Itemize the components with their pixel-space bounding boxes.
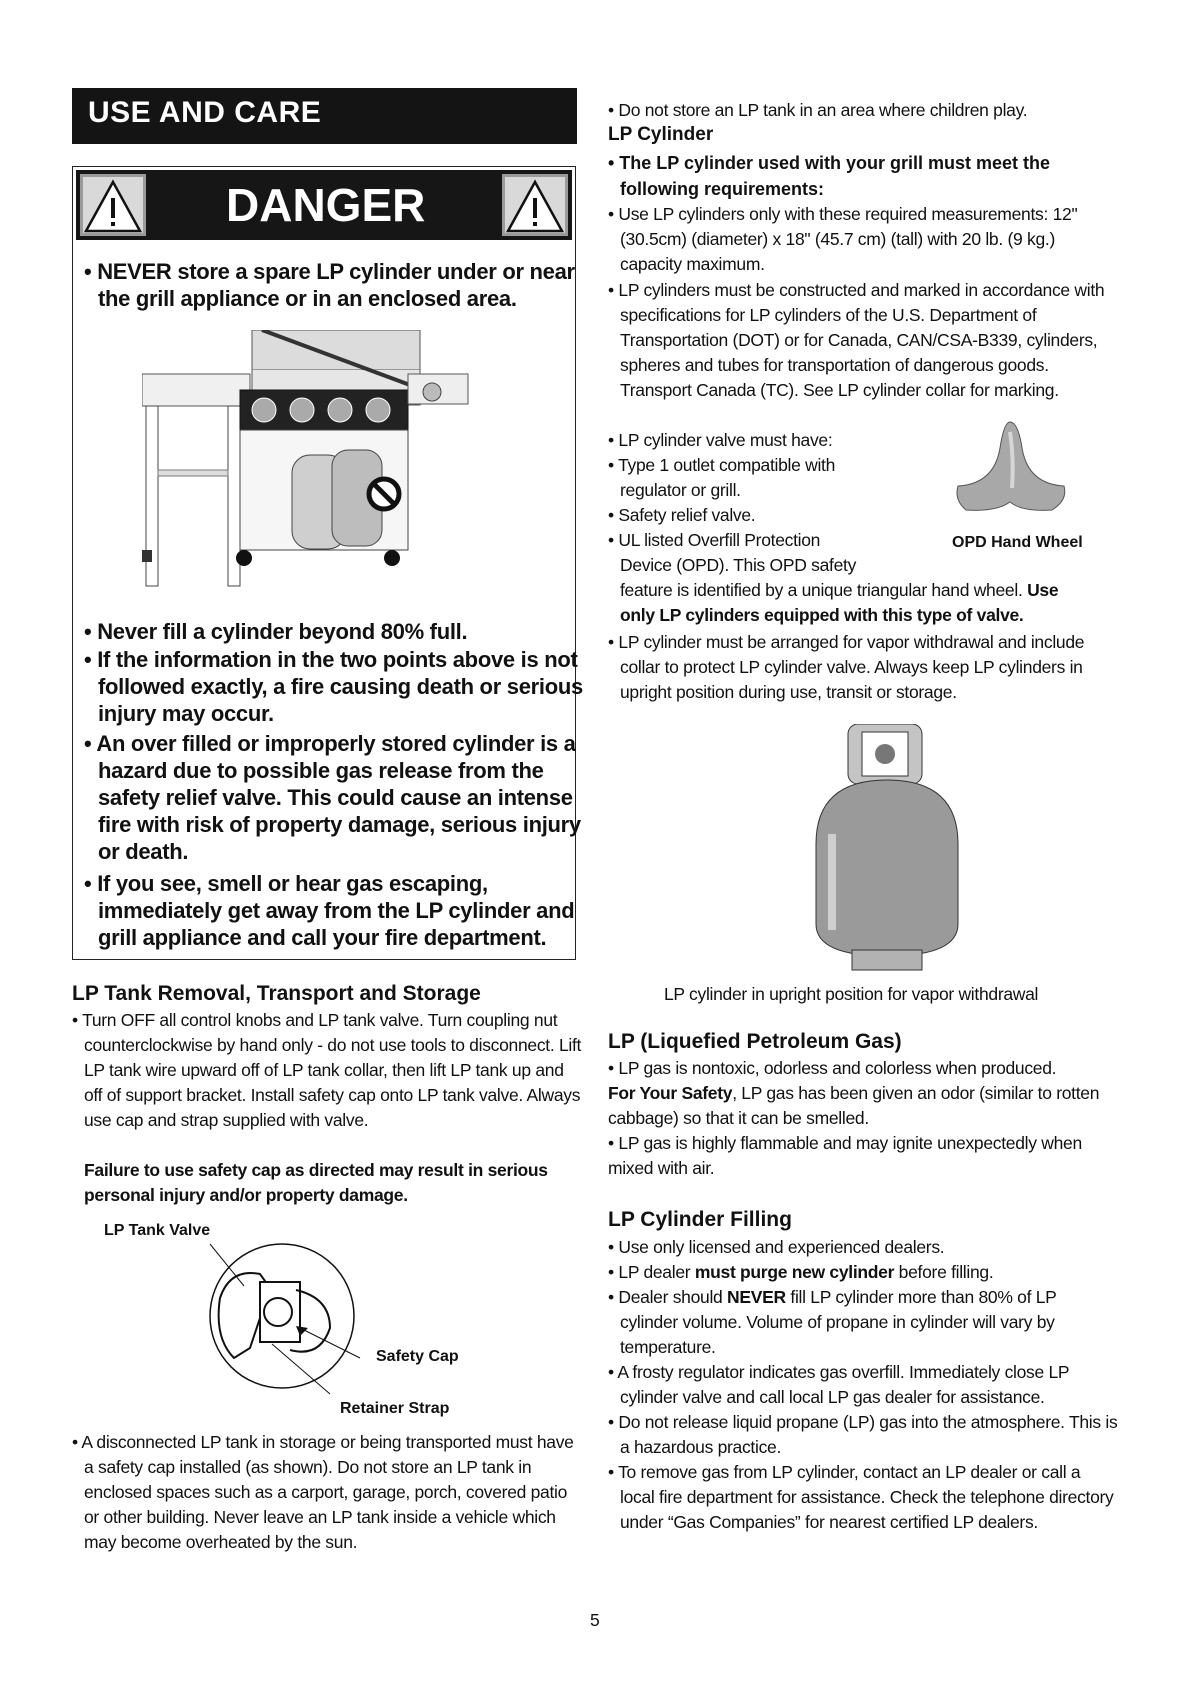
lp-cylinder-image	[812, 724, 962, 974]
filling-bullet: • Use only licensed and experienced dealers.	[608, 1237, 945, 1257]
storage-paragraph: • Turn OFF all control knobs and LP tank valve. Turn coupling nut counterclockwise by hand only - do not use tools to disconnect. Lift LP tank wire upward off of LP tank collar, then lift LP tank up and off of support bracket. Install safety cap onto LP tank valve. Always use cap and strap supplied with valve.	[72, 1010, 582, 1130]
filling-text: fill LP cylinder more than 80% of LP cylinder volume. Volume of propane in cylinder will vary by temperature.	[620, 1287, 1057, 1357]
storage-heading: LP Tank Removal, Transport and Storage	[72, 982, 481, 1005]
filling-bullet: • To remove gas from LP cylinder, contact an LP dealer or call a local fire department for assistance. Check the telephone directory under “Gas Companies” for nearest certified LP dealers.	[608, 1462, 1114, 1532]
ul-bullet-line: Device (OPD). This OPD safety	[620, 555, 857, 575]
ul-bullet: • UL listed Overfill Protection	[608, 530, 821, 550]
valve-must-bullet: • LP cylinder valve must have:	[608, 430, 833, 450]
warning-triangle-icon	[80, 174, 146, 236]
vapor-withdrawal-bullet: • LP cylinder must be arranged for vapor withdrawal and include collar to protect LP cylinder valve. Always keep LP cylinders in upright position during use, transit or storage.	[608, 632, 1085, 702]
filling-bullet	[608, 1260, 993, 1285]
cylinder-filling-heading: LP Cylinder Filling	[608, 1208, 792, 1231]
ul-text: feature is identified by a unique triangular hand wheel.	[620, 580, 1023, 600]
section-banner	[72, 88, 577, 144]
filling-bold: NEVER	[727, 1287, 786, 1307]
lp-gas-bullet: • LP gas is nontoxic, odorless and colorless when produced.	[608, 1058, 1057, 1078]
section-title: USE AND CARE	[88, 96, 322, 129]
filling-text: • Dealer should	[608, 1287, 728, 1307]
opd-hand-wheel-label: OPD Hand Wheel	[952, 534, 1083, 551]
lp-gas-bullet: • LP gas is highly flammable and may ignite unexpectedly when mixed with air.	[608, 1133, 1082, 1178]
children-warning: • Do not store an LP tank in an area where children play.	[608, 100, 1028, 120]
lp-gas-safety	[608, 1081, 1108, 1131]
safety-cap-warning: Failure to use safety cap as directed may result in serious personal injury and/or property damage.	[84, 1160, 548, 1205]
danger-bullet: • If the information in the two points above is not followed exactly, a fire causing death or serious injury may occur.	[84, 647, 583, 726]
lp-tank-valve-label: LP Tank Valve	[104, 1222, 211, 1239]
safety-cap-diagram	[200, 1238, 380, 1398]
warning-triangle-icon	[502, 174, 568, 236]
for-your-safety: For Your Safety	[608, 1083, 733, 1103]
retainer-strap-label: Retainer Strap	[340, 1400, 450, 1417]
safety-cap-label: Safety Cap	[376, 1348, 459, 1365]
danger-bullet: • NEVER store a spare LP cylinder under or near the grill appliance or in an enclosed area.	[84, 259, 575, 311]
filling-bold: must purge new cylinder	[694, 1262, 895, 1282]
danger-word: DANGER	[226, 179, 426, 231]
filling-bullet: • A frosty regulator indicates gas overfill. Immediately close LP cylinder valve and call local LP gas dealer for assistance.	[608, 1362, 1069, 1407]
danger-header	[76, 170, 572, 240]
grill-illustration	[142, 330, 504, 606]
measurements-bullet: • Use LP cylinders only with these required measurements: 12" (30.5cm) (diameter) x 18" (45.7 cm) (tall) with 20 lb. (9 kg.) capacity maximum.	[608, 204, 1078, 274]
storage-paragraph: • A disconnected LP tank in storage or being transported must have a safety cap installed (as shown). Do not store an LP tank in enclosed spaces such as a carport, garage, porch, covered patio or other building. Never leave an LP tank inside a vehicle which may become overheated by the sun.	[72, 1432, 574, 1552]
danger-bullet: • Never fill a cylinder beyond 80% full.	[84, 619, 468, 644]
ul-bold-text: Use only LP cylinders equipped with this type of valve.	[620, 580, 1059, 625]
lp-gas-heading: LP (Liquefied Petroleum Gas)	[608, 1030, 902, 1053]
construction-bullet: • LP cylinders must be constructed and marked in accordance with specifications for LP cylinders of the U.S. Department of Transportation (DOT) or for Canada, CAN/CSA-B339, cylinders, spheres and tubes for transportation of dangerous goods. Transport Canada (TC). See LP cylinder collar for marking.	[608, 280, 1105, 400]
tank-caption: LP cylinder in upright position for vapor withdrawal	[664, 984, 1039, 1004]
ul-bullet-line	[620, 578, 1090, 628]
safety-relief-bullet: • Safety relief valve.	[608, 505, 756, 525]
lp-cylinder-heading: LP Cylinder	[608, 124, 714, 145]
type1-bullet: • Type 1 outlet compatible with regulator or grill.	[608, 455, 836, 500]
danger-bullet: • An over filled or improperly stored cylinder is a hazard due to possible gas release from the safety relief valve. This could cause an intense fire with risk of property damage, serious injury or death.	[84, 731, 581, 864]
filling-bullet: • Do not release liquid propane (LP) gas into the atmosphere. This is a hazardous practice.	[608, 1412, 1118, 1457]
danger-bullet: • If you see, smell or hear gas escaping, immediately get away from the LP cylinder and grill appliance and call your fire department.	[84, 871, 575, 950]
filling-bullet	[608, 1285, 1108, 1360]
filling-text: before filling.	[894, 1262, 994, 1282]
page-number: 5	[590, 1610, 600, 1630]
filling-text: • LP dealer	[608, 1262, 695, 1282]
lp-gas-safety-text: , LP gas has been given an odor (similar to rotten cabbage) so that it can be smelled.	[608, 1083, 1100, 1128]
cylinder-requirements: • The LP cylinder used with your grill must meet the following requirements:	[608, 153, 1051, 199]
opd-hand-wheel-image	[952, 418, 1072, 522]
